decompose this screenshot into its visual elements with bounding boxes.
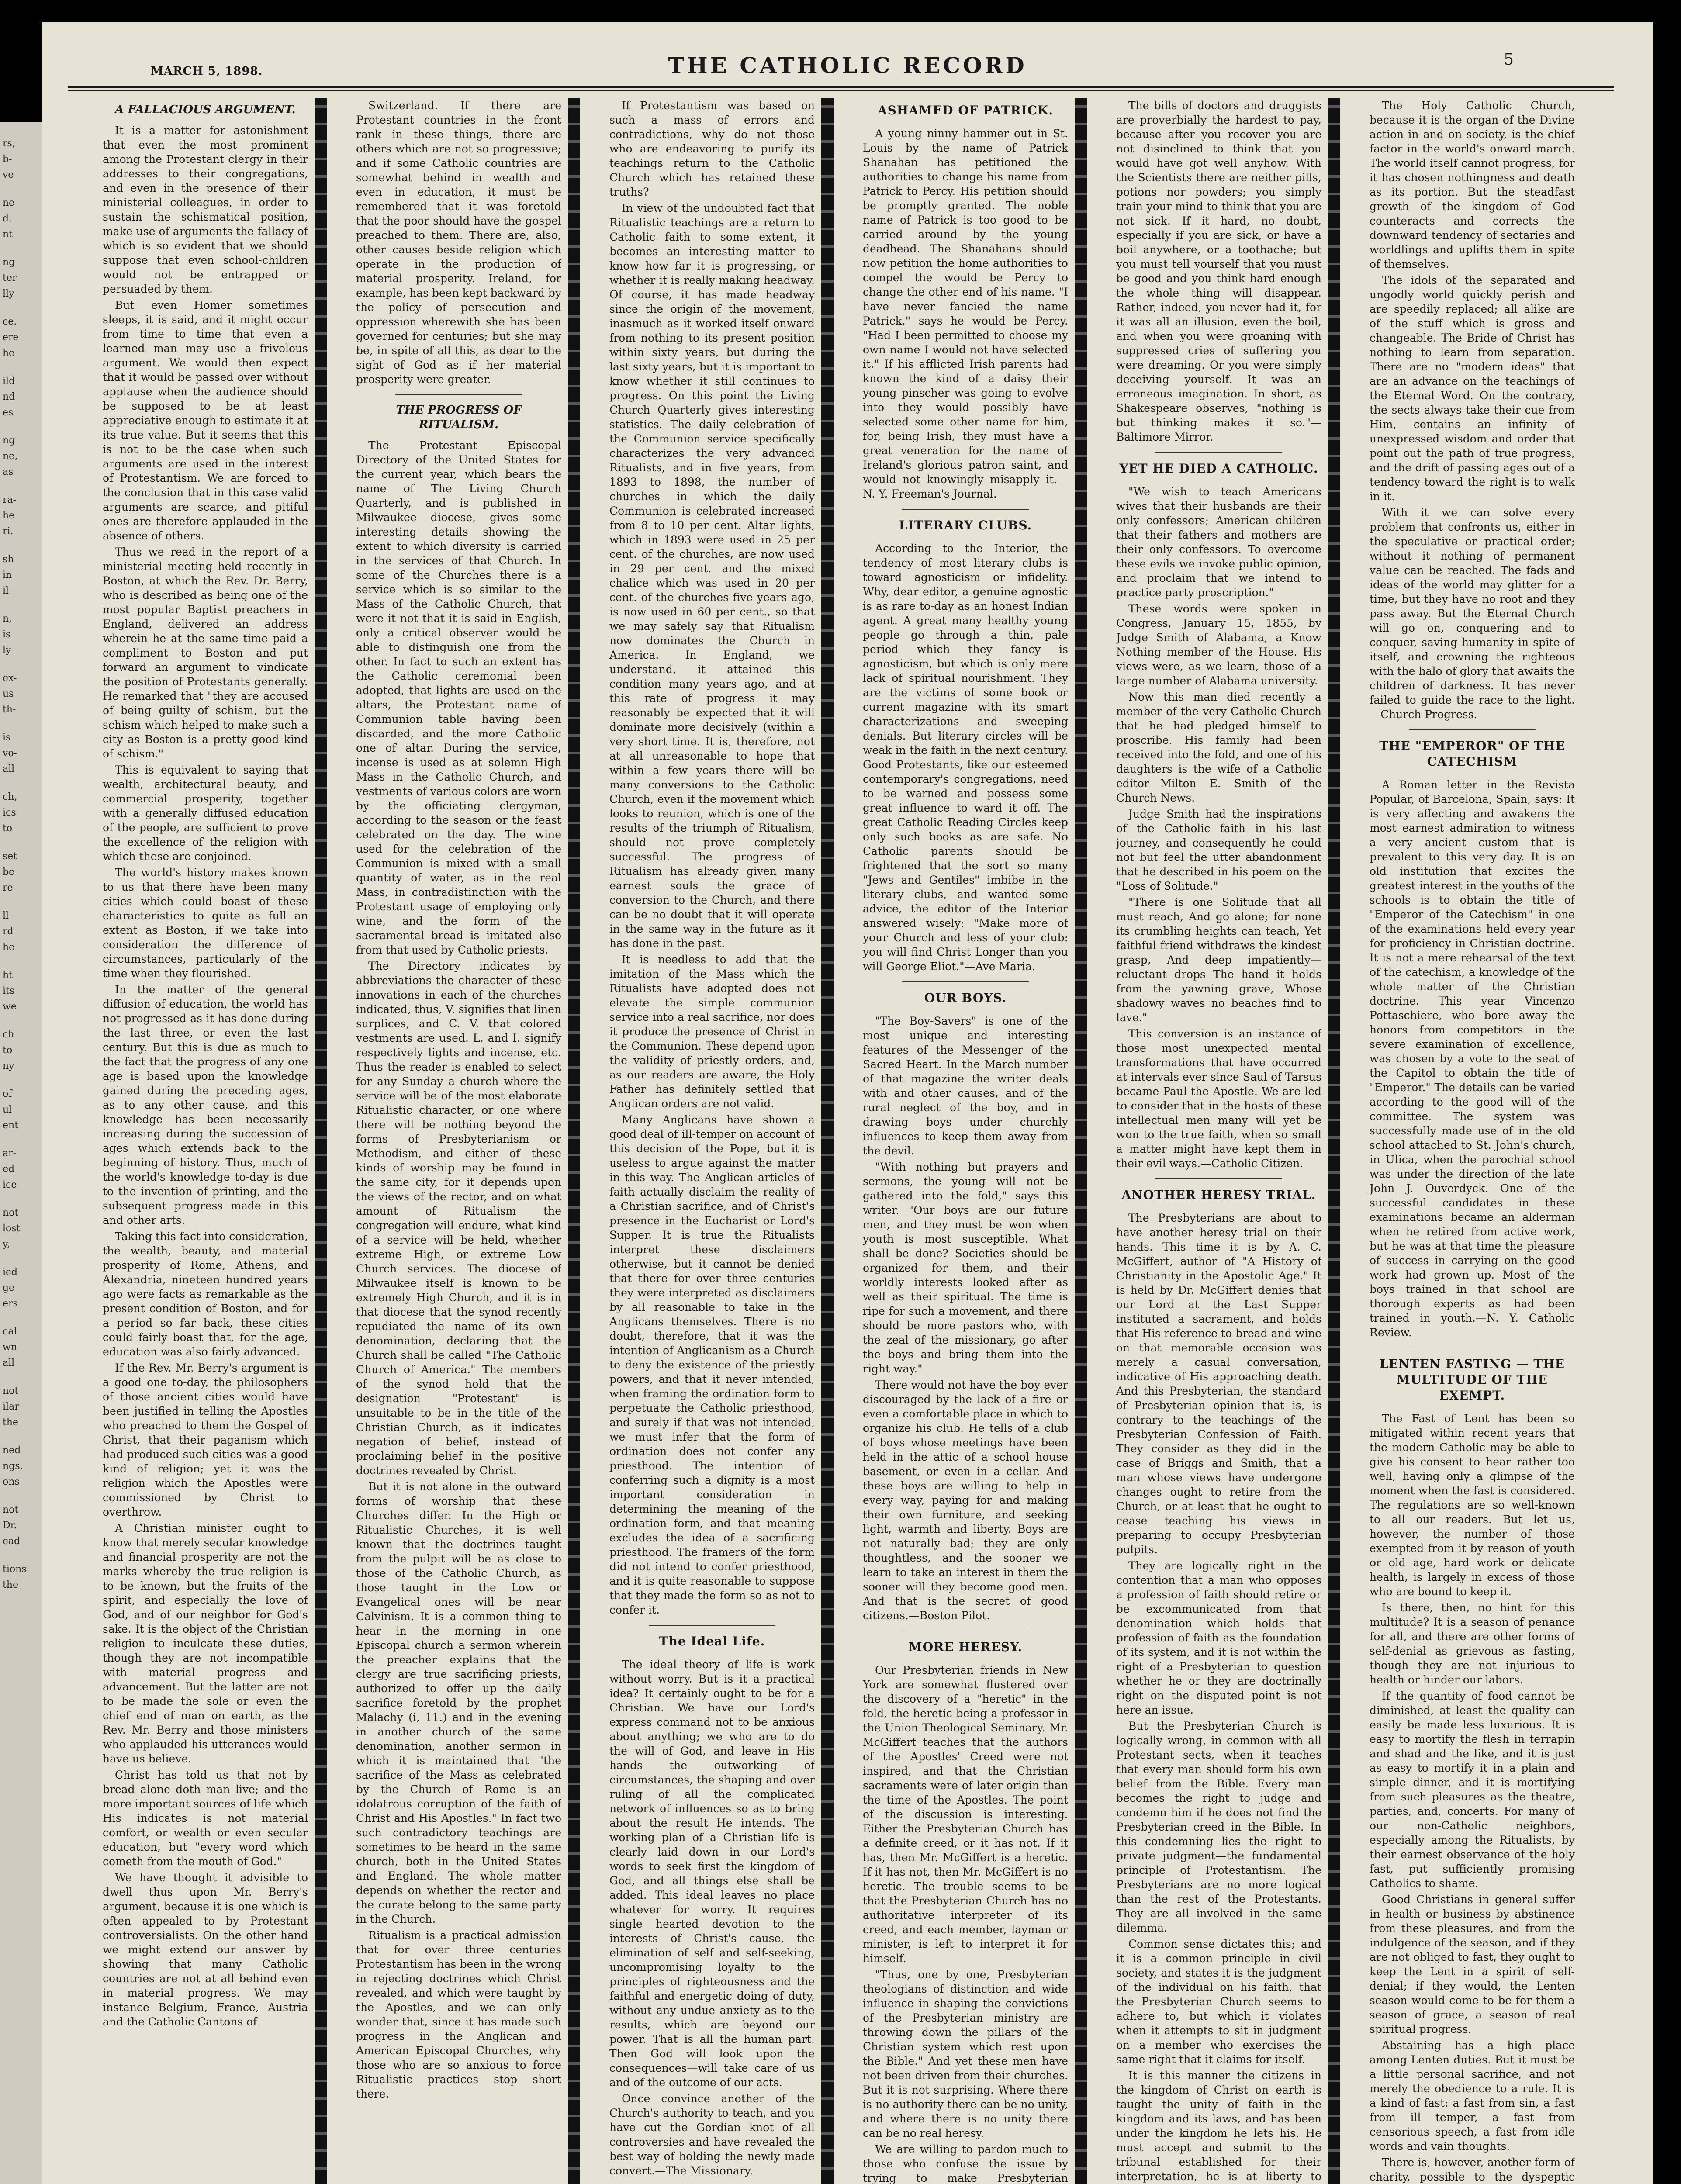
- article-paragraph: In view of the undoubted fact that Ritualistic teachings are a return to Catholic faith to some extent, it becomes an interesting matter to know how far it is progressing, or whether it is really making headway. Of course, it has made headway since the origin of the movement, inasmuch as it worked itself onward from nothing to its present position within sixty years, but during the last sixty years, but it is important to know whether it still continues to progress. On this point the Living Church Quarterly gives interesting statistics. The daily celebration of the Communion service specifically characterizes the very advanced Ritualists, and in five years, from 1893 to 1898, the number of churches in which the daily Communion is celebrated increased from 8 to 10 per cent. Altar lights, which in 1893 were used in 25 per cent. of the churches, are now used in 29 per cent. and the mixed chalice which was used in 20 per cent. of the churches five years ago, is now used in 60 per cent., so that we may safely say that Ritualism now dominates the Church in America. In England, we understand, it attained this condition many years ago, and at this rate of progress it may reasonably be expected that it will dominate more decisively (within a very short time. It is, therefore, not at all unreasonable to hope that within a few years there will be many conversions to the Catholic Church, even if the movement which looks to reunion, which is one of the results of the triumph of Ritualism, should not prove completely successful. The progress of Ritualism has already given many earnest souls the grace of conversion to the Church, and there can be no doubt that it will operate in the same way in the future as it has done in the past.: [609, 202, 815, 950]
- fragment-line: ead: [3, 1536, 21, 1547]
- fragment-line: ri.: [3, 526, 14, 537]
- fragment-line: as: [3, 467, 14, 477]
- fragment-line: he: [3, 942, 15, 953]
- article-paragraph: According to the Interior, the tendency of most literary clubs is toward agnosticism or infidelity. Why, dear editor, a genuine agnostic is as rare to-day as an honest Indian agent. A great many healthy young people go through a thin, pale period which they fancy is agnosticism, but which is only mere lack of spiritual nourishment. They are the victims of some book or current magazine with its smart characterizations and sweeping denials. But literary circles will be weak in the faith in the next century. Good Protestants, like our esteemed contemporary's congregations, need to be warned and possess some great influence to ward it off. The great Catholic Reading Circles keep only such books as are safe. No Catholic parents should be frightened that the sort so many "Jews and Gentiles" imbibe in the literary clubs, and wanted some advice, the editor of the Interior answered wisely: "Make more of your Church and less of your club: you will find Christ Longer than you will George Eliot."—Ave Maria.: [863, 542, 1068, 973]
- fragment-line: ce.: [3, 316, 17, 327]
- fragment-line: d.: [3, 213, 12, 224]
- fragment-line: all: [3, 764, 15, 774]
- fragment-line: wn: [3, 1342, 17, 1353]
- column-rule: [1328, 98, 1340, 2184]
- fragment-line: ice: [3, 1179, 17, 1190]
- fragment-line: not: [3, 1386, 19, 1396]
- article-paragraph: The Fast of Lent has been so mitigated within recent years that the modern Catholic may be able to give his consent to hear rather too well, having only a glimpse of the moment when the fast is considered. The regulations are so well-known to all our readers. But let us, however, the number of those exempted from it by reason of youth or old age, hard work or delicate health, is largely in excess of those who are bound to keep it.: [1370, 1412, 1575, 1598]
- fragment-line: be: [3, 867, 15, 878]
- fragment-line: is: [3, 732, 11, 743]
- article-paragraph: Many Anglicans have shown a good deal of ill-temper on account of this decision of the Pope, but it is useless to argue against the matter in this way. The Anglican articles of faith actually disclaim the reality of a Christian sacrifice, and of Christ's presence in the Eucharist or Lord's Supper. It is true the Ritualists interpret these disclaimers otherwise, but it cannot be denied that there for over three centuries they were interpreted as disclaimers by all reasonable to take in the Anglicans themselves. There is no doubt, therefore, that it was the intention of Anglicanism as a Church to deny the existence of the priestly powers, and that it never intended, when framing the ordination form to perpetuate the Catholic priesthood, and surely if that was not intended, we must infer that the form of ordination does not confer any priesthood. The intention of conferring such a dignity is a most important consideration in determining the meaning of the ordination form, and that meaning excludes the idea of a sacrificing priesthood. The framers of the form did not intend to confer priesthood, and it is quite reasonable to suppose that they made the form so as not to confer it.: [609, 1113, 815, 1616]
- article: [1116, 1187, 1321, 2184]
- column-5: [1116, 98, 1321, 2184]
- masthead: [42, 22, 1653, 94]
- fragment-line: its: [3, 985, 15, 996]
- fragment-line: ilar: [3, 1401, 19, 1412]
- article-paragraph: This conversion is an instance of those most unexpected mental transformations that have occurred at intervals ever since Saul of Tarsus became Paul the Apostle. We are led to consider that in the hosts of these intellectual men many will yet be won to the true faith, when so small a matter might have kept them in their evil ways.—Catholic Citizen.: [1116, 1027, 1321, 1170]
- fragment-line: in: [3, 570, 12, 581]
- fragment-line: ve: [3, 169, 14, 180]
- fragment-line: set: [3, 851, 17, 862]
- column-4: [863, 98, 1068, 2184]
- fragment-line: ent: [3, 1120, 19, 1131]
- article-divider: [902, 981, 1029, 982]
- article-paragraph: But even Homer sometimes sleeps, it is said, and it might occur from time to time that even a learned man may use a frivolous argument. We would then expect that it would be passed over without applause when the audience should be supposed to be at least appreciative enough to estimate it at its true value. But it seems that this is not to be the case when such arguments are used in the interest of Protestantism. We are forced to the conclusion that in this case valid arguments are scarce, and pitiful ones are therefore applauded in the absence of others.: [103, 299, 308, 542]
- fragment-line: ne: [3, 197, 15, 208]
- article: [103, 103, 308, 2029]
- page-number: 5: [1504, 51, 1514, 69]
- article-paragraph: The Protestant Episcopal Directory of the United States for the current year, which bears the name of The Living Church Quarterly, and is published in Milwaukee diocese, gives some interesting details showing the extent to which diversity is carried in the services of that Church. In some of the Churches there is a service which is so similar to the Mass of the Catholic Church, that were it not that it is said in English, only a critical observer would be able to distinguish one from the other. In fact to such an extent has the Catholic ceremonial been adopted, that lights are used on the altars, the Protestant name of Communion table having been discarded, and the more Catholic one of altar. During the service, incense is used as at solemn High Mass in the Catholic Church, and vestments of various colors are worn by the officiating clergyman, according to the season or the feast celebrated on the day. The wine used for the celebration of the Communion is mixed with a small quantity of water, as in the real Mass, in contradistinction with the Protestant usage of employing only wine, and the form of the sacramental bread is imitated also from that used by Catholic priests.: [356, 439, 561, 956]
- fragment-line: all: [3, 1358, 15, 1368]
- column-2: [356, 98, 561, 2184]
- fragment-line: ere: [3, 332, 19, 343]
- article-paragraph: But it is not alone in the outward forms of worship that these Churches differ. In the High or Ritualistic Churches, it is well known that the doctrines taught from the pulpit will be as close to those of the Catholic Church, as those taught in the Low or Evangelical ones will be near Calvinism. It is a common thing to hear in the morning in one Episcopal church a sermon wherein the preacher explains that the clergy are true sacrificing priests, authorized to offer up the daily sacrifice foretold by the prophet Malachy (i, 11.) and in the evening in another church of the same denomination, another sermon in which it is maintained that "the sacrifice of the Mass as celebrated by the Church of Rome is an idolatrous corruption of the faith of Christ and His Apostles." In fact two such contradictory teachings are sometimes to be heard in the same church, both in the United States and England. The whole matter depends on whether the rector and the curate belong to the same party in the Church.: [356, 1480, 561, 1925]
- article-paragraph: They are logically right in the contention that a man who opposes a profession of faith should retire or be excommunicated from that denomination which holds that profession of faith as the foundation of its system, and it is not within the right of a Presbyterian to question whether he or they are doctrinally right on the disputed point is not here an issue.: [1116, 1559, 1321, 1716]
- article-heading: MORE HERESY.: [908, 1640, 1023, 1654]
- article: [609, 1634, 815, 2178]
- article-paragraph: These words were spoken in Congress, January 15, 1855, by Judge Smith of Alabama, a Know Nothing member of the House. His views were, as we learn, those of a large number of Alabama university.: [1116, 602, 1321, 687]
- fragment-line: ied: [3, 1267, 18, 1278]
- article-paragraph: Once convince another of the Church's authority to teach, and you have cut the Gordian knot of all controversies and have revealed the best way of holding the newly made convert.—The Missionary.: [609, 2092, 815, 2177]
- article-paragraph: Taking this fact into consideration, the wealth, beauty, and material prosperity of Rome, Athens, and Alexandria, nineteen hundred years ago were facts as remarkable as the present condition of Boston, and for a period so far back, these cities could fairly boast that, for the age, education was also fairly advanced.: [103, 1230, 308, 1358]
- fragment-line: ers: [3, 1298, 18, 1309]
- article-paragraph: A Roman letter in the Revista Popular, of Barcelona, Spain, says: It is very affecting and awakens the most earnest admiration to witness a very ancient custom that is prevalent to this very day. It is an old institution that excites the greatest interest in the youths of the schools is to obtain the title of "Emperor of the Catechism" in one of the examinations held every year for proficiency in Christian doctrine. It is not a mere rehearsal of the text of the catechism, a knowledge of the whole matter of the Christian doctrine. This year Vincenzo Pottaschiere, who bore away the honors from competitors in the severe examination of excellence, was chosen by a vote to the seat of the Capitol to obtain the title of "Emperor." The details can be varied according to the good will of the committee. The system was successfully made use of in the old school attached to St. John's church, in Ulica, when the parochial school was under the direction of the late John J. Ouverdyck. One of the successful candidates in these examinations became an alderman when he retired from active work, but he was at that time the pleasure of success in carrying on the good work had grown up. Most of the boys trained in that school are thorough experts as had been trained in youth.—N. Y. Catholic Review.: [1370, 778, 1575, 1339]
- fragment-line: we: [3, 1001, 17, 1012]
- fragment-line: il-: [3, 585, 12, 596]
- column-rule: [1075, 98, 1087, 2184]
- article: [863, 990, 1068, 1623]
- fragment-line: ra-: [3, 494, 17, 505]
- article-paragraph: With it we can solve every problem that confronts us, either in the speculative or practical order; without it nothing of permanent value can be reached. The fads and ideas of the world may glitter for a time, but they have no root and they pass away. But the Eternal Church will go on, conquering and to conquer, saving humanity in spite of itself, and crowning the righteous with the halo of glory that awaits the children of darkness. It has never failed to guide the race to the light.—Church Progress.: [1370, 506, 1575, 721]
- article: [609, 98, 815, 1617]
- article-heading: LENTEN FASTING — THE MULTITUDE OF THE EXEMPT.: [1380, 1357, 1565, 1403]
- newspaper-page: [42, 22, 1653, 2184]
- article-paragraph: It is a matter for astonishment that even the most prominent among the Protestant clergy in their addresses to their congregations, and even in the presence of their ministerial colleagues, in order to sustain the schismatical position, make use of arguments the fallacy of which is so evident that we should suppose that even school-children would not be entrapped or persuaded by them.: [103, 124, 308, 295]
- article-divider: [902, 509, 1029, 510]
- column-rule: [315, 98, 327, 2184]
- article-heading: THE PROGRESS OF RITUALISM.: [396, 404, 522, 431]
- article-paragraph: Good Christians in general suffer in health or business by abstinence from these pleasures, and from the indulgence of the season, and if they are not obliged to fast, they ought to keep the Lent in a spirit of self-denial; if they would, the Lenten season would come to be for them a season of grace, a season of real spiritual progress.: [1370, 1893, 1575, 2035]
- article-heading: THE "EMPEROR" OF THE CATECHISM: [1379, 739, 1565, 769]
- article-heading: A FALLACIOUS ARGUMENT.: [115, 103, 296, 116]
- article-paragraph: This is equivalent to saying that wealth, architectural beauty, and commercial prosperity, together with a generally diffused education of the people, are sufficient to prove the excellence of the religion with which these are conjoined.: [103, 764, 308, 863]
- article-divider: [1155, 452, 1282, 453]
- article-paragraph: Switzerland. If there are Protestant countries in the front rank in these things, there are others which are not so progressive; and if some Catholic countries are somewhat behind in wealth and even in education, it must be remembered that it was foretold that the poor should have the gospel preached to them. There are, also, other causes beside religion which operate in the production of material prosperity. Ireland, for example, has been kept backward by the policy of persecution and oppression wherewith she has been governed for centuries; but she may be, in spite of all this, as dear to the sight of God as if her material prosperity were greater.: [356, 99, 561, 386]
- article-paragraph: We are willing to pardon much to those who confuse the issue by trying to make Presbyterian: [863, 2143, 1068, 2184]
- fragment-line: ly: [3, 645, 11, 656]
- article-paragraph: The idols of the separated and ungodly world quickly perish and are speedily replaced; all alike are of the stuff which is gross and changeable. The Bride of Christ has nothing to learn from separation. There are no "modern ideas" that are an advance on the teachings of the Eternal Word. On the contrary, the sects always take their cue from Him, contains an infinity of unexpressed wisdom and order that point out the path of true progress, and the drift of passing ages out of a tendency toward the right is to walk in it.: [1370, 274, 1575, 503]
- fragment-line: ned: [3, 1445, 21, 1456]
- fragment-line: n,: [3, 613, 12, 624]
- article-paragraph: But the Presbyterian Church is logically wrong, in common with all Protestant sects, when it teaches that every man should form his own belief from the Bible. Every man becomes the right to judge and condemn him if he does not find the Presbyterian creed in the Bible. In this condemning lies the right to private judgment—the fundamental principle of Protestantism. The Presbyterians are no more logical than the rest of the Protestants. They are all involved in the same dilemma.: [1116, 1720, 1321, 1934]
- fragment-line: th-: [3, 704, 16, 715]
- newspaper-title: THE CATHOLIC RECORD: [668, 52, 1027, 78]
- article-paragraph: If the quantity of food cannot be diminished, at least the quality can easily be made less luxurious. It is easy to mortify the flesh in terrapin and shad and the like, and it is just as easy to mortify it in a plain and simple dinner, and it is mortifying from such pleasures as the theatre, parties, and, concerts. For many of our non-Catholic neighbors, especially among the Ritualists, by their earnest observance of the holy fast, put sufficiently promising Catholics to shame.: [1370, 1690, 1575, 1890]
- fragment-line: cal: [3, 1326, 17, 1337]
- article-paragraph: Christ has told us that not by bread alone doth man live; and the more important sources of life which His indicates is not material comfort, or wealth or even secular education, but "every word which cometh from the mouth of God.": [103, 1769, 308, 1868]
- article-paragraph: Ritualism is a practical admission that for over three centuries Protestantism has been in the wrong in rejecting doctrines which Christ revealed, and which were taught by the Apostles, and we can only wonder that, since it has made such progress in the Anglican and American Episcopal Churches, why those who are so anxious to force Ritualistic practices stop short there.: [356, 1929, 561, 2100]
- fragment-line: not: [3, 1504, 19, 1515]
- fragment-line: to: [3, 1045, 13, 1056]
- fragment-line: ter: [3, 273, 17, 283]
- article: [356, 403, 561, 2101]
- article-divider: [649, 1625, 775, 1626]
- scan-border: [1653, 0, 1681, 2184]
- article-paragraph: "With nothing but prayers and sermons, the young will not be gathered into the fold," says this writer. "Our boys are our future men, and they must be won when youth is most susceptible. What shall be done? Societies should be organized for them, and their worldly interests looked after as well as their spiritual. The time is ripe for such a movement, and there should be more pastors who, with the zeal of the missionary, go after the boys and bring them into the right way.": [863, 1161, 1068, 1375]
- fragment-line: not: [3, 1207, 19, 1218]
- article: [1116, 98, 1321, 444]
- fragment-line: y,: [3, 1239, 10, 1250]
- fragment-line: he: [3, 510, 15, 521]
- fragment-line: is: [3, 629, 11, 640]
- fragment-line: ics: [3, 807, 16, 818]
- column-rule: [568, 98, 580, 2184]
- article-paragraph: "The Boy-Savers" is one of the most unique and interesting features of the Messenger of the Sacred Heart. In the March number of that magazine the writer deals with and other causes, and of the rural neglect of the boy, and in drawing boys under churchly influences to keep them away from the devil.: [863, 1015, 1068, 1157]
- fragment-line: ch,: [3, 791, 17, 802]
- fragment-line: ar-: [3, 1148, 17, 1159]
- fragment-line: b-: [3, 154, 12, 165]
- fragment-line: ex-: [3, 673, 17, 684]
- article-divider: [1155, 1178, 1282, 1179]
- fragment-line: Dr.: [3, 1520, 17, 1531]
- article-paragraph: Judge Smith had the inspirations of the Catholic faith in his last journey, and consequently he could not but feel the utter abandonment that he described in his poem on the "Loss of Solitude.": [1116, 808, 1321, 892]
- fragment-line: ild: [3, 376, 15, 387]
- article-paragraph: "There is one Solitude that all must reach, And go alone; for none its crumbling heights can teach, Yet faithful friend withdraws the kindest grasp, And deep impatiently—reluctant drops The hand it holds from the yawning grave, Whose shadowy waves no beaches find to lave.": [1116, 896, 1321, 1024]
- masthead-rule-thin: [68, 90, 1614, 91]
- article: [1116, 461, 1321, 1171]
- article-paragraph: The world's history makes known to us that there have been many cities which could boast of these characteristics to quite as full an extent as Boston, if we take into consideration the difference of circumstances, particularly of the time when they flourished.: [103, 866, 308, 980]
- fragment-line: the: [3, 1417, 19, 1428]
- article-paragraph: Abstaining has a high place among Lenten duties. But it must be a little personal sacrifice, and not merely the obedience to a rule. It is a kind of fast: a fast from sin, a fast from ill temper, a fast from censorious speech, a fast from idle words and vain thoughts.: [1370, 2039, 1575, 2153]
- article-heading: ANOTHER HERESY TRIAL.: [1121, 1188, 1316, 1202]
- article-paragraph: In the matter of the general diffusion of education, the world has not progressed as it has done during the last three, or even the last century. But this is due as much to the fact that the progress of any one age is based upon the knowledge gained during the preceding ages, as to any other cause, and this knowledge has been necessarily increasing during the succession of ages which extends back to the beginning of history. Thus, much of the world's knowledge to-day is due to the invention of printing, and the subsequent progress made in this and other arts.: [103, 983, 308, 1227]
- article: [1370, 98, 1575, 722]
- article-paragraph: There would not have the boy ever discouraged by the lack of a fire or even a comfortable place in which to organize his club. He tells of a club of boys whose meetings have been held in the attic of a school house basement, or even in a cellar. And these boys are willing to help in every way, paying for and making their own furniture, and seeking light, warmth and liberty. Boys are not naturally bad; they are only thoughtless, and the sooner we learn to take an interest in them the sooner will they become good men. And that is the secret of good citizens.—Boston Pilot.: [863, 1379, 1068, 1622]
- article-paragraph: A young ninny hammer out in St. Louis by the name of Patrick Shanahan has petitioned the authorities to change his name from Patrick to Percy. His petition should be promptly granted. The noble name of Patrick is too good to be carried around by the young deadhead. The Shanahans should now petition the home authorities to compel the would be Percy to change the other end of his name. "I have never fancied the name Patrick," says he would be Percy. "Had I been permitted to choose my own name I would not have selected it." If his afflicted Irish parents had known the kind of a daisy their young pinscher was going to evolve into they would possibly have selected some other name for him, for, being Irish, they must have a great veneration for the name of Ireland's glorious patron saint, and would not knowingly misapply it.—N. Y. Freeman's Journal.: [863, 127, 1068, 500]
- article-paragraph: There is, however, another form of charity, possible to the dyspeptic: [1370, 2156, 1575, 2183]
- fragment-line: sh: [3, 554, 14, 565]
- fragment-line: vo-: [3, 748, 17, 759]
- article-paragraph: It is needless to add that the imitation of the Mass which the Ritualists have adopted does not elevate the simple communion service into a real sacrifice, nor does it produce the presence of Christ in the Communion. These depend upon the validity of priestly orders, and, as our readers are aware, the Holy Father has definitely settled that Anglican orders are not valid.: [609, 953, 815, 1110]
- column-rule: [821, 98, 834, 2184]
- article-paragraph: Now this man died recently a member of the very Catholic Church that he had pledged himself to proscribe. His family had been received into the fold, and one of his daughters is the wife of a Catholic editor—Milton E. Smith of the Church News.: [1116, 691, 1321, 804]
- fragment-line: lly: [3, 288, 14, 299]
- adjacent-page-strip: [0, 122, 42, 2184]
- article: [863, 518, 1068, 974]
- fragment-line: he: [3, 348, 15, 359]
- column-6: [1370, 98, 1575, 2184]
- article-heading: OUR BOYS.: [924, 991, 1007, 1005]
- fragment-line: of: [3, 1089, 12, 1099]
- article-paragraph: Our Presbyterian friends in New York are somewhat flustered over the discovery of a "heretic" in the fold, the heretic being a professor in the Union Theological Seminary. Mr. McGiffert teaches that the authors of the Apostles' Creed were not inspired, and that the Christian sacraments were of later origin than the time of the Apostles. The point of the discussion is interesting. Either the Presbyterian Church has a definite creed, or it has not. If it has, then Mr. McGiffert is a heretic. If it has not, then Mr. McGiffert is no heretic. The trouble seems to be that the Presbyterian Church has no authoritative interpreter of its creed, and each member, layman or minister, is left to interpret it for himself.: [863, 1664, 1068, 1965]
- article-heading: ASHAMED OF PATRICK.: [877, 103, 1054, 117]
- issue-date: MARCH 5, 1898.: [151, 65, 263, 78]
- article-paragraph: Common sense dictates this; and it is a common principle in civil society, and states it is the judgment of the individual on his faith, that the Presbyterian Church seems to adhere to, but which it violates when it attempts to sit in judgment on a member who exercises the same right that it claims for itself.: [1116, 1938, 1321, 2066]
- fragment-line: to: [3, 823, 13, 834]
- fragment-line: es: [3, 407, 14, 418]
- fragment-line: tions: [3, 1564, 27, 1575]
- article-paragraph: The bills of doctors and druggists are proverbially the hardest to pay, because after you recover you are not disinclined to think that you would have got well anyhow. With the Scientists there are neither pills, potions nor powders; you simply train your mind to think that you are not sick. If it hard, no doubt, especially if you are sick, or have a boil anywhere, or a toothache; but you must tell yourself that you must be good and you think hard enough the whole thing will disappear. Rather, indeed, you never had it, for it was all an illusion, even the boil, and when you were groaning with suppressed cries of suffering you were dreaming. Or you were simply deceiving yourself. It was an erroneous imagination. In short, as Shakespeare observes, "nothing is but thinking makes it so."—Baltimore Mirror.: [1116, 99, 1321, 443]
- fragment-line: ons: [3, 1476, 20, 1487]
- article-paragraph: If Protestantism was based on such a mass of errors and contradictions, why do not those who are endeavoring to purify its teachings return to the Catholic Church which has retained these truths?: [609, 99, 815, 198]
- article-paragraph: "We wish to teach Americans wives that their husbands are their only confessors; American children that their fathers and mothers are their only confessors. To overcome these evils we invoke public opinion, and proclaim that we intend to practice party proscription.": [1116, 485, 1321, 599]
- article-paragraph: It is this manner the citizens in the kingdom of Christ on earth is taught the unity of faith in the kingdom and its laws, and has been under the kingdom he lets his. He must accept and submit to the tribunal established for their interpretation, he is at liberty to: [1116, 2069, 1321, 2183]
- masthead-rule: [68, 86, 1614, 88]
- fragment-line: the: [3, 1579, 19, 1590]
- article-paragraph: The Holy Catholic Church, because it is the organ of the Divine action in and on society, is the chief factor in the world's onward march. The world itself cannot progress, for it has chosen nothingness and death as its portion. But the steadfast growth of the kingdom of God counteracts and corrects the downward tendency of sectaries and worldlings and uplifts them in spite of themselves.: [1370, 99, 1575, 270]
- fragment-line: ny: [3, 1061, 14, 1071]
- fragment-line: ng: [3, 257, 15, 268]
- article-paragraph: The Presbyterians are about to have another heresy trial on their hands. This time it is by A. C. McGiffert, author of "A History of Christianity in the Apostolic Age." It is held by Dr. McGiffert denies that our Lord at the Last Supper instituted a sacrament, and holds that His reference to bread and wine on that memorable occasion was merely a casual conversation, indicative of His approaching death. And this Presbyterian, the standard of Presbyterian opinion that is, is contrary to the teachings of the Presbyterian Confession of Faith. They consider as they did in the case of Briggs and Smith, that a man whose views have undergone changes ought to retire from the Church, or at least that he ought to cease teaching his views in preparing to occupy Presbyterian pulpits.: [1116, 1212, 1321, 1556]
- article-paragraph: A Christian minister ought to know that merely secular knowledge and financial prosperity are not the marks whereby the true religion is to be known, but the fruits of the spirit, and especially the love of God, and of our neighbor for God's sake. It is the object of the Christian religion to inculcate these duties, though they are not incompatible with material progress and advancement. But the latter are not to be made the sole or even the chief end of man on earth, as the Rev. Mr. Berry and those ministers who applauded his utterances would have us believe.: [103, 1522, 308, 1765]
- column-1: [103, 98, 308, 2184]
- article-heading: The Ideal Life.: [659, 1634, 765, 1648]
- article: [863, 1639, 1068, 2184]
- fragment-line: lost: [3, 1223, 21, 1234]
- article: [863, 103, 1068, 501]
- column-3: [609, 98, 815, 2184]
- fragment-line: ht: [3, 970, 13, 981]
- fragment-line: ge: [3, 1282, 15, 1293]
- article-paragraph: "Thus, one by one, Presbyterian theologians of distinction and wide influence in shaping the convictions of the Presbyterian ministry are throwing down the pillars of the Christian system which rest upon the Bible." And yet these men have not been driven from their churches. But it is not surprising. Where there is no authority there can be no unity, and where there is no unity there can be no real heresy.: [863, 1968, 1068, 2139]
- fragment-line: ne,: [3, 451, 18, 462]
- fragment-line: nt: [3, 229, 13, 240]
- article: [356, 98, 561, 387]
- article-paragraph: Thus we read in the report of a ministerial meeting held recently in Boston, at which the Rev. Dr. Berry, who is described as being one of the most popular Baptist preachers in England, delivered an address wherein he at the same time paid a compliment to Boston and put forward an argument to vindicate the position of Protestants generally. He remarked that "they are accused of being guilty of schism, but the schism which helped to make such a city as Boston is a pretty good kind of schism.": [103, 546, 308, 760]
- fragment-line: nd: [3, 391, 15, 402]
- adjacent-page-fragments: [0, 137, 42, 1592]
- article-divider: [395, 394, 522, 395]
- fragment-line: re-: [3, 882, 16, 893]
- fragment-line: us: [3, 688, 14, 699]
- article-paragraph: If the Rev. Mr. Berry's argument is a good one to-day, the philosophers of those ancient cities would have been justified in telling the Apostles who preached to them the Gospel of Christ, that their paganism which had produced such cities was a good kind of religion; yet it was the religion which the Apostles were commissioned by Christ to overthrow.: [103, 1362, 308, 1518]
- fragment-line: ngs.: [3, 1461, 23, 1472]
- article: [1370, 738, 1575, 1340]
- fragment-line: ul: [3, 1104, 12, 1115]
- article-paragraph: The Directory indicates by abbreviations the character of these innovations in each of the churches indicated, thus, V. signifies that linen surplices, and C. V. that colored vestments are used. L. and I. signify respectively lights and incense, etc. Thus the reader is enabled to select for any Sunday a church where the service will be of the most elaborate Ritualistic character, or one where there will be nothing beyond the forms of Presbyterianism or Methodism, and either of these kinds of worship may be found in the same city, for it depends upon the views of the rector, and on what amount of Ritualism the congregation will endure, what kind of a service will be held, whether extreme High, or extreme Low Church services. The diocese of Milwaukee itself is known to be extremely High Church, and it is in that diocese that the synod recently repudiated the name of its own denomination, declaring that the Church shall be called "The Catholic Church of America." The members of the synod hold that the designation "Protestant" is unsuitable to be in the title of the Christian Church, as it indicates negation of belief, instead of proclaiming belief in the positive doctrines revealed by Christ.: [356, 960, 561, 1477]
- article-heading: LITERARY CLUBS.: [899, 518, 1032, 532]
- article-paragraph: We have thought it advisible to dwell thus upon Mr. Berry's argument, because it is one which is often appealed to by Protestant controversialists. On the other hand we might extend our answer by showing that many Catholic countries are not at all behind even in material progress. We may instance Belgium, France, Austria and the Catholic Cantons of: [103, 1871, 308, 2028]
- fragment-line: ng: [3, 435, 15, 446]
- fragment-line: rs,: [3, 138, 15, 149]
- fragment-line: ll: [3, 910, 9, 921]
- article-divider: [1409, 729, 1536, 730]
- article-paragraph: The ideal theory of life is work without worry. But is it a practical idea? It certainly ought to be for a Christian. We have our Lord's express command not to be anxious about anything; we who are to do the will of God, and leave in His hands the outworking of circumstances, the shaping and over ruling of all the complicated network of influences so as to bring about the result He intends. The working plan of a Christian life is clearly laid down in our Lord's words to seek first the kingdom of God, and all things else shall be added. This ideal leaves no place whatever for worry. It requires single hearted devotion to the interests of Christ's cause, the elimination of self and self-seeking, uncompromising loyalty to the principles of righteousness and the faithful and energetic doing of duty, without any undue anxiety as to the results, which are beyond our power. That is all the human part. Then God will look upon the consequences—will take care of us and of the outcome of our acts.: [609, 1658, 815, 2089]
- article-heading: YET HE DIED A CATHOLIC.: [1119, 461, 1318, 476]
- article: [1370, 1356, 1575, 2184]
- fragment-line: ch: [3, 1029, 14, 1040]
- fragment-line: ed: [3, 1164, 15, 1175]
- fragment-line: rd: [3, 926, 14, 937]
- article-paragraph: Is there, then, no hint for this multitude? It is a season of penance for all, and there are other forms of self-denial as grievous as fasting, though they are not injurious to health or hinder our labors.: [1370, 1601, 1575, 1686]
